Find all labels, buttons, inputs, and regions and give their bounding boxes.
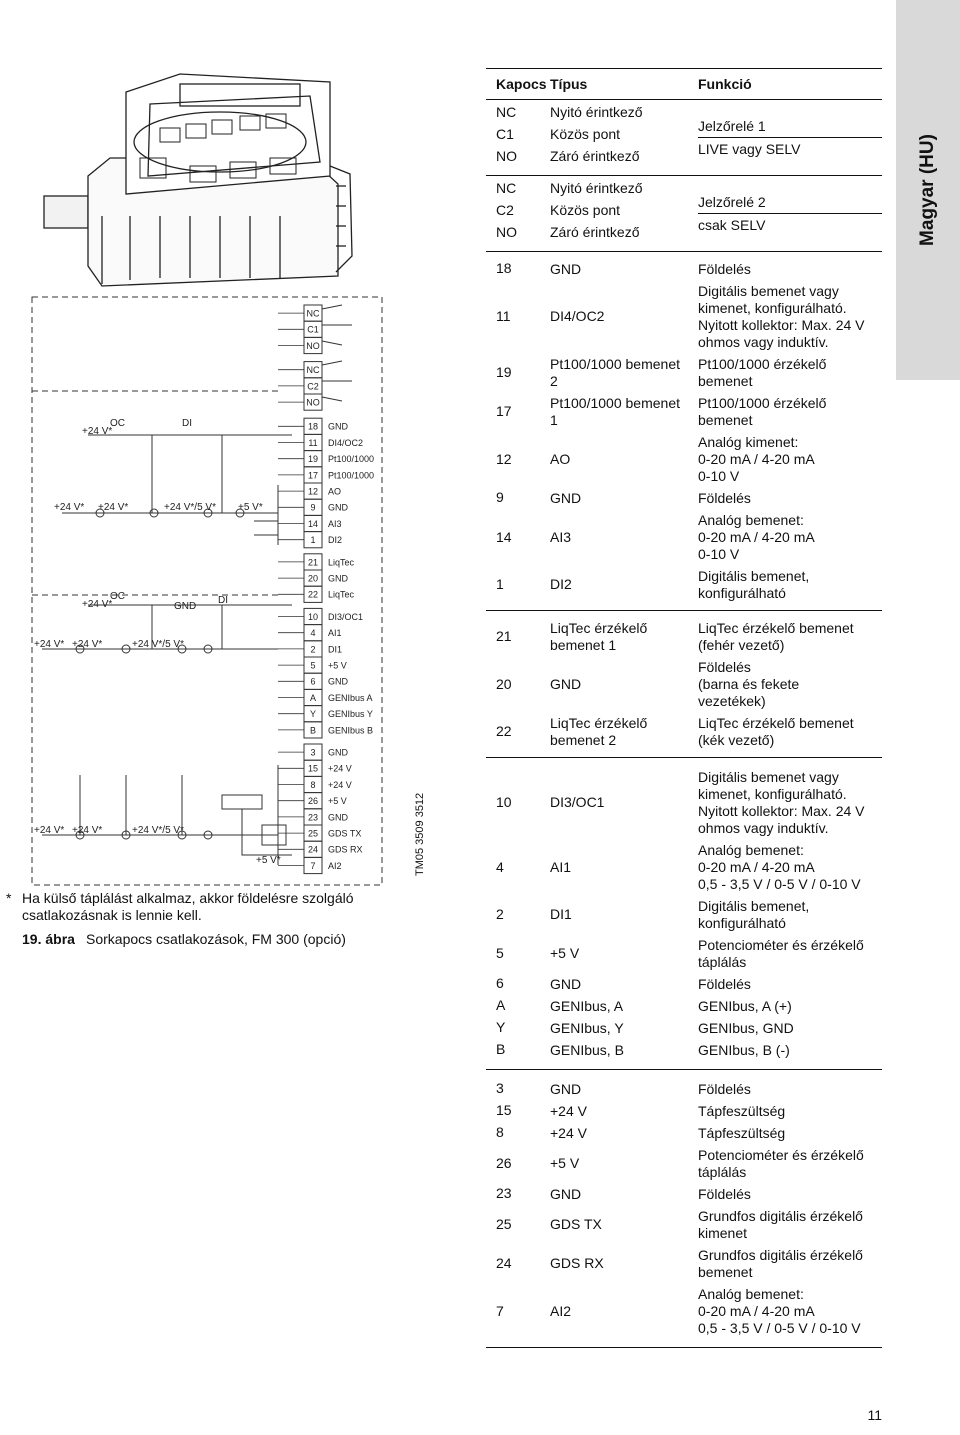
terminal-function: bemenet — [698, 1263, 753, 1280]
table-row — [486, 1122, 882, 1144]
terminal-group — [486, 610, 882, 757]
terminal-code: Y — [496, 1019, 506, 1035]
terminal-label: GND — [328, 502, 348, 513]
terminal-label: GDS RX — [328, 844, 363, 855]
table-row — [486, 895, 882, 934]
terminal-code: 9 — [496, 489, 504, 505]
terminal-label: DI3/OC1 — [328, 611, 364, 622]
label-di1: DI — [182, 418, 192, 429]
terminal-code: 8 — [496, 1124, 504, 1140]
terminal-type: Záró érintkező — [550, 224, 640, 240]
terminal-function: Analóg kimenet: — [698, 433, 799, 450]
terminal-function: Pt100/1000 érzékelő — [698, 355, 827, 372]
terminal-function: Tápfeszültség — [698, 1124, 786, 1141]
terminal-code: 1 — [496, 576, 504, 592]
terminal-type: DI4/OC2 — [550, 308, 605, 324]
terminal-number: 3 — [310, 747, 316, 758]
footnote-star: * — [6, 890, 12, 906]
terminal-label: GENIbus Y — [328, 709, 373, 720]
table-row — [486, 1205, 882, 1244]
terminal-function: Nyitott kollektor: Max. 24 V — [698, 802, 865, 819]
terminal-type: +24 V — [550, 1102, 587, 1119]
terminal-function: ohmos vagy induktív. — [698, 819, 829, 836]
terminal-function: Grundfos digitális érzékelő — [698, 1246, 863, 1263]
terminal-function: GENIbus, A (+) — [698, 997, 792, 1014]
terminal-type: +5 V — [550, 945, 580, 961]
terminal-number: 1 — [310, 535, 316, 546]
label-v24b: +24 V* — [82, 599, 113, 610]
terminal-type: GDS RX — [550, 1255, 604, 1271]
table-row — [486, 431, 882, 487]
terminal-number: 12 — [307, 486, 319, 497]
terminal-code: C1 — [496, 126, 514, 142]
terminal-label: LiqTec — [328, 589, 355, 600]
terminal-function: táplálás — [698, 953, 747, 970]
relay-group — [486, 175, 882, 251]
terminal-number: 24 — [307, 844, 319, 855]
terminal-function: Nyitott kollektor: Max. 24 V — [698, 316, 865, 333]
terminal-type: Pt100/1000 bemenet — [550, 355, 680, 372]
terminal-type: DI1 — [550, 906, 572, 922]
wiring-diagram — [22, 295, 394, 890]
table-row — [486, 1017, 882, 1039]
terminal-type: GND — [550, 1185, 582, 1202]
label-oc1: OC — [110, 418, 125, 429]
terminal-function: 0-20 mA / 4-20 mA — [698, 858, 815, 875]
terminal-type: bemenet 1 — [550, 636, 617, 653]
terminal-type: AO — [550, 450, 571, 467]
terminal-number: C1 — [307, 324, 319, 335]
terminal-code: 17 — [496, 403, 512, 419]
terminal-number: 8 — [310, 779, 316, 790]
table-header — [486, 68, 882, 100]
terminal-number: 25 — [307, 828, 319, 839]
terminal-number: Y — [309, 709, 317, 720]
terminal-function: GENIbus, B (-) — [698, 1041, 790, 1058]
terminal-type: AI2 — [550, 1302, 572, 1319]
terminal-number: 20 — [307, 573, 319, 584]
terminal-function: Földelés — [698, 975, 751, 992]
label-v5: +5 V* — [256, 855, 281, 866]
terminal-number: 2 — [310, 644, 316, 655]
terminal-function: 0,5 - 3,5 V / 0-5 V / 0-10 V — [698, 875, 861, 892]
terminal-code: 7 — [496, 1302, 504, 1319]
terminal-number: NO — [306, 397, 320, 408]
relay-function-sub: LIVE vagy SELV — [698, 141, 801, 157]
terminal-code: 14 — [496, 528, 512, 545]
table-row — [486, 712, 882, 751]
terminal-code: A — [496, 997, 506, 1013]
terminal-type: GND — [550, 1080, 582, 1097]
label-row3-1: +24 V* — [72, 825, 103, 836]
tm-code: TM05 3509 3512 — [414, 792, 426, 876]
terminal-code: 25 — [496, 1216, 512, 1232]
terminal-code: NO — [496, 148, 517, 164]
terminal-number: 9 — [310, 502, 316, 513]
figure-caption: Sorkapocs csatlakozások, FM 300 (opció) — [86, 931, 346, 947]
terminal-label: AO — [328, 486, 342, 497]
table-row — [486, 487, 882, 509]
terminal-function: LiqTec érzékelő bemenet — [698, 619, 854, 636]
language-tab — [896, 0, 960, 380]
terminal-function: Digitális bemenet vagy — [698, 768, 839, 785]
terminal-label: GND — [328, 676, 348, 687]
terminal-function: LiqTec érzékelő bemenet — [698, 714, 854, 731]
terminal-type: 1 — [550, 411, 558, 428]
terminal-function: Digitális bemenet vagy — [698, 282, 839, 299]
terminal-code: 5 — [496, 945, 504, 961]
terminal-label: GENIbus B — [328, 725, 374, 736]
terminal-function: táplálás — [698, 1163, 747, 1180]
terminal-number: 4 — [310, 628, 316, 639]
terminal-number: 15 — [307, 763, 319, 774]
terminal-code: 15 — [496, 1102, 512, 1118]
terminal-function: bemenet — [698, 411, 753, 428]
label-row3-2: +24 V*/5 V* — [132, 825, 184, 836]
terminal-number: B — [309, 725, 317, 736]
terminal-function: konfigurálható — [698, 914, 786, 931]
terminal-function: Tápfeszültség — [698, 1102, 786, 1119]
terminal-function: (kék vezető) — [698, 731, 775, 748]
table-row — [486, 565, 882, 604]
terminal-code: 11 — [496, 308, 511, 324]
terminal-number: NC — [306, 365, 320, 376]
terminal-function: Földelés — [698, 1080, 751, 1097]
terminal-label: Pt100/1000 — [328, 470, 375, 481]
terminal-code: B — [496, 1041, 506, 1057]
table-bottom-rule — [486, 1347, 882, 1348]
terminal-function: vezetékek) — [698, 692, 766, 709]
terminal-label: AI2 — [328, 860, 342, 871]
header-funkcio: Funkció — [698, 76, 752, 92]
terminal-number: 26 — [307, 796, 319, 807]
terminal-code: 2 — [496, 906, 504, 922]
table-row — [486, 353, 882, 392]
terminal-function: Földelés — [698, 1185, 751, 1202]
terminal-type: bemenet 2 — [550, 731, 617, 748]
label-oc2: OC — [110, 591, 125, 602]
table-row — [486, 1100, 882, 1122]
terminal-function: Analóg bemenet: — [698, 841, 804, 858]
terminal-number: NC — [306, 308, 320, 319]
terminal-label: DI4/OC2 — [328, 437, 364, 448]
terminal-group — [486, 1069, 882, 1347]
table-row — [486, 1283, 882, 1339]
terminal-function: bemenet — [698, 372, 753, 389]
terminal-type: GND — [550, 675, 582, 692]
terminal-function: 0,5 - 3,5 V / 0-5 V / 0-10 V — [698, 1319, 861, 1336]
relay-function: Jelzőrelé 1 — [698, 118, 766, 134]
terminal-function: Pt100/1000 érzékelő — [698, 394, 827, 411]
terminal-code: 3 — [496, 1080, 504, 1096]
terminal-type: Közös pont — [550, 126, 621, 142]
terminal-type: AI3 — [550, 528, 572, 545]
label-gnd: GND — [174, 601, 197, 612]
terminal-type: GND — [550, 975, 582, 992]
terminal-function: Földelés — [698, 260, 751, 277]
terminal-function: GENIbus, GND — [698, 1019, 794, 1036]
table-row — [486, 766, 882, 839]
terminal-function: 0-20 mA / 4-20 mA — [698, 1302, 815, 1319]
label-di2: DI — [218, 595, 228, 606]
terminal-code: 21 — [496, 628, 512, 644]
terminal-type: Közös pont — [550, 202, 621, 218]
table-row — [486, 258, 882, 280]
terminal-type: +24 V — [550, 1124, 587, 1141]
terminal-label: GND — [328, 812, 348, 823]
terminal-type: 2 — [550, 372, 558, 389]
terminal-type: Pt100/1000 bemenet — [550, 394, 680, 411]
label-v24a: +24 V* — [82, 426, 113, 437]
footnote-line-2: csatlakozásnak is lennie kell. — [22, 907, 202, 923]
terminal-function: Analóg bemenet: — [698, 511, 804, 528]
terminal-label: +5 V — [328, 660, 347, 671]
terminal-code: 6 — [496, 975, 504, 991]
terminal-label: AI1 — [328, 628, 342, 639]
terminal-function: Potenciométer és érzékelő — [698, 936, 864, 953]
terminal-function: kimenet — [698, 1224, 748, 1241]
relay-divider — [698, 137, 882, 138]
page-number: 11 — [867, 1407, 882, 1423]
table-body — [486, 100, 882, 1348]
terminal-label: GND — [328, 747, 348, 758]
table-row — [486, 656, 882, 712]
terminal-table — [486, 68, 882, 1348]
table-row — [486, 509, 882, 565]
terminal-function: ohmos vagy induktív. — [698, 333, 829, 350]
table-row — [486, 1039, 882, 1061]
label-row2-2: +24 V*/5 V* — [132, 639, 184, 650]
terminal-code: 18 — [496, 260, 512, 276]
terminal-number: NO — [306, 340, 320, 351]
terminal-label: +24 V — [328, 779, 352, 790]
terminal-function: Földelés — [698, 658, 751, 675]
table-row — [486, 1078, 882, 1100]
terminal-number: 10 — [307, 611, 319, 622]
terminal-label: GDS TX — [328, 828, 362, 839]
terminal-type: DI3/OC1 — [550, 794, 605, 810]
terminal-code: 24 — [496, 1255, 512, 1271]
relay-group — [486, 100, 882, 175]
label-row2-1: +24 V* — [72, 639, 103, 650]
terminal-function: Földelés — [698, 489, 751, 506]
terminal-type: Nyitó érintkező — [550, 180, 643, 196]
label-row1-0: +24 V* — [54, 502, 85, 513]
terminal-type: +5 V — [550, 1155, 580, 1171]
table-row — [486, 1144, 882, 1183]
terminal-number: 5 — [310, 660, 316, 671]
table-row — [486, 1183, 882, 1205]
terminal-code: 26 — [496, 1155, 512, 1171]
terminal-label: GND — [328, 573, 348, 584]
table-row — [486, 995, 882, 1017]
relay-function: Jelzőrelé 2 — [698, 194, 766, 210]
terminal-type: LiqTec érzékelő — [550, 714, 648, 731]
header-kapocs: Kapocs — [496, 76, 547, 92]
terminal-code: 4 — [496, 858, 504, 875]
relay-function-sub: csak SELV — [698, 217, 766, 233]
label-row1-1: +24 V* — [98, 502, 129, 513]
terminal-code: NC — [496, 180, 517, 196]
terminal-code: NC — [496, 104, 517, 120]
terminal-code: 19 — [496, 364, 512, 380]
label-row2-0: +24 V* — [34, 639, 65, 650]
terminal-code: 20 — [496, 675, 512, 692]
terminal-function: kimenet, konfigurálható. — [698, 299, 847, 316]
label-row3-0: +24 V* — [34, 825, 65, 836]
terminal-function: Digitális bemenet, — [698, 567, 810, 584]
terminal-label: +5 V — [328, 796, 347, 807]
label-row1-2: +24 V*/5 V* — [164, 502, 216, 513]
terminal-type: GENIbus, B — [550, 1041, 624, 1058]
label-row1-3: +5 V* — [238, 502, 263, 513]
header-tipus: Típus — [550, 76, 588, 92]
terminal-type: Záró érintkező — [550, 148, 640, 164]
terminal-label: Pt100/1000 — [328, 454, 375, 465]
motor-illustration — [30, 66, 380, 296]
terminal-label: +24 V — [328, 763, 352, 774]
footnote-line-1: Ha külső táplálást alkalmaz, akkor földelésre szolgáló — [22, 890, 354, 906]
terminal-label: LiqTec — [328, 557, 355, 568]
terminal-function: Grundfos digitális érzékelő — [698, 1207, 863, 1224]
terminal-label: DI1 — [328, 644, 343, 655]
table-row — [486, 839, 882, 895]
terminal-label: GENIbus A — [328, 692, 373, 703]
terminal-number: A — [309, 692, 317, 703]
terminal-type: DI2 — [550, 576, 572, 592]
terminal-number: 22 — [307, 589, 319, 600]
terminal-function: 0-20 mA / 4-20 mA — [698, 528, 815, 545]
terminal-number: 6 — [310, 676, 316, 687]
terminal-function: 0-20 mA / 4-20 mA — [698, 450, 815, 467]
terminal-code: 10 — [496, 794, 512, 810]
terminal-label: AI3 — [328, 518, 342, 529]
terminal-type: GND — [550, 260, 582, 277]
table-row — [486, 973, 882, 995]
terminal-label: GND — [328, 421, 348, 432]
terminal-number: 14 — [307, 518, 319, 529]
terminal-type: Nyitó érintkező — [550, 104, 643, 120]
terminal-function: konfigurálható — [698, 584, 786, 601]
figure-number: 19. ábra — [22, 931, 75, 947]
terminal-number: 19 — [307, 454, 319, 465]
terminal-type: LiqTec érzékelő — [550, 619, 648, 636]
table-row — [486, 280, 882, 353]
table-row — [486, 1244, 882, 1283]
terminal-function: Digitális bemenet, — [698, 897, 810, 914]
terminal-number: 21 — [307, 557, 319, 568]
relay-divider — [698, 213, 882, 214]
terminal-function: (barna és fekete — [698, 675, 800, 692]
terminal-function: Potenciométer és érzékelő — [698, 1146, 864, 1163]
language-tab-label: Magyar (HU) — [917, 134, 938, 246]
terminal-type: GENIbus, A — [550, 997, 624, 1014]
terminal-number: 11 — [308, 437, 318, 448]
terminal-function: kimenet, konfigurálható. — [698, 785, 847, 802]
terminal-function: 0-10 V — [698, 545, 740, 562]
table-row — [486, 617, 882, 656]
terminal-code: 22 — [496, 723, 512, 739]
terminal-function: Analóg bemenet: — [698, 1285, 804, 1302]
terminal-function: (fehér vezető) — [698, 636, 785, 653]
terminal-number: 7 — [310, 860, 316, 871]
table-row — [486, 392, 882, 431]
terminal-type: AI1 — [550, 858, 572, 875]
terminal-type: GDS TX — [550, 1216, 602, 1232]
terminal-code: 23 — [496, 1185, 512, 1201]
terminal-group — [486, 251, 882, 610]
terminal-code: C2 — [496, 202, 514, 218]
terminal-code: NO — [496, 224, 517, 240]
terminal-label: DI2 — [328, 535, 343, 546]
terminal-number: C2 — [307, 381, 319, 392]
terminal-group — [486, 757, 882, 1069]
terminal-function: 0-10 V — [698, 467, 740, 484]
terminal-type: GENIbus, Y — [550, 1019, 624, 1036]
terminal-number: 23 — [307, 812, 319, 823]
terminal-code: 12 — [496, 450, 512, 467]
terminal-number: 18 — [307, 421, 319, 432]
table-row — [486, 934, 882, 973]
terminal-number: 17 — [307, 470, 319, 481]
terminal-type: GND — [550, 489, 582, 506]
